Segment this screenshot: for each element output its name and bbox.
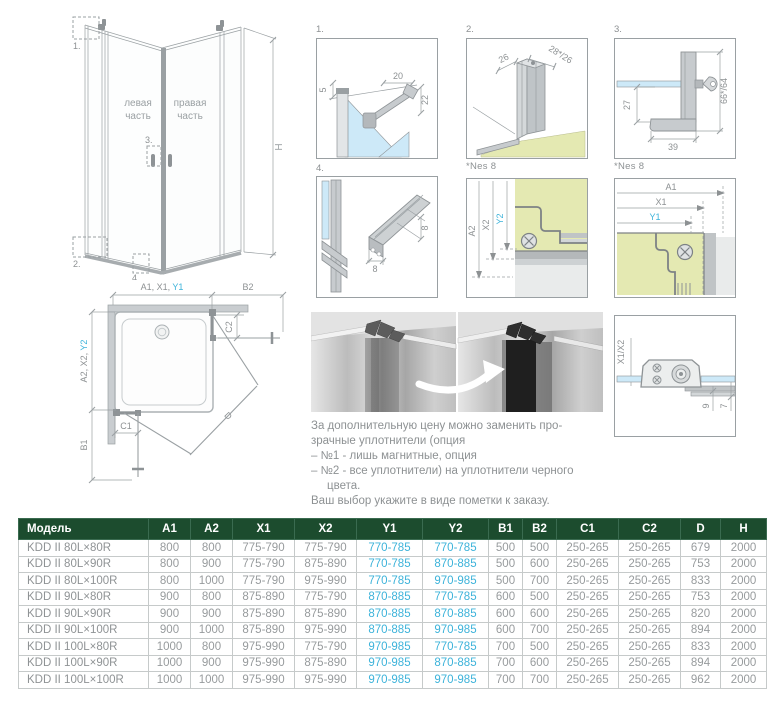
plan-view xyxy=(58,272,308,500)
table-row xyxy=(19,556,767,573)
svg-text:X2: X2 xyxy=(481,219,491,231)
svg-text:часть: часть xyxy=(125,111,151,122)
header-c2: C2 xyxy=(619,519,681,540)
replacement-note xyxy=(311,419,583,509)
model-cell: KDD II 100L×100R xyxy=(19,672,149,689)
table-cell: 975-990 xyxy=(295,672,357,689)
callout-3-label: 3. xyxy=(145,135,153,145)
table-cell: 1000 xyxy=(149,639,191,656)
table-cell: 770-785 xyxy=(357,573,423,590)
table-cell: 250-265 xyxy=(619,606,681,623)
table-cell: 250-265 xyxy=(619,622,681,639)
table-cell: 250-265 xyxy=(557,540,619,557)
svg-text:Y2: Y2 xyxy=(495,213,505,225)
dimensions-table xyxy=(18,518,767,689)
table-cell: 894 xyxy=(681,622,721,639)
shower-tray xyxy=(115,312,213,412)
table-cell: 775-790 xyxy=(233,540,295,557)
table-row xyxy=(19,639,767,656)
dim-d-label: D xyxy=(222,410,235,422)
header-x1: X1 xyxy=(233,519,295,540)
table-cell: 600 xyxy=(523,556,557,573)
header-h: H xyxy=(721,519,767,540)
model-cell: KDD II 80L×90R xyxy=(19,556,149,573)
table-cell: 2000 xyxy=(721,556,767,573)
table-cell: 679 xyxy=(681,540,721,557)
detail-3-dims xyxy=(622,49,729,152)
table-cell: 875-890 xyxy=(295,655,357,672)
svg-text:C1: C1 xyxy=(120,421,132,431)
table-cell: 1000 xyxy=(149,655,191,672)
svg-text:9: 9 xyxy=(701,403,711,409)
table-cell: 700 xyxy=(489,672,523,689)
dim-c1 xyxy=(112,416,141,438)
header-y2: Y2 xyxy=(423,519,489,540)
table-cell: 250-265 xyxy=(619,639,681,656)
header-b1: B1 xyxy=(489,519,523,540)
table-row xyxy=(19,606,767,623)
table-cell: 820 xyxy=(681,606,721,623)
table-cell: 875-890 xyxy=(295,606,357,623)
svg-text:Y1: Y1 xyxy=(649,212,661,222)
screw-icon xyxy=(522,234,537,249)
table-row xyxy=(19,573,767,590)
wall-profile-vertical-drawing xyxy=(467,179,587,297)
table-cell: 770-785 xyxy=(357,540,423,557)
svg-text:8: 8 xyxy=(420,225,430,231)
corner-profile xyxy=(517,59,545,139)
svg-text:правая: правая xyxy=(173,98,207,109)
table-cell: 800 xyxy=(191,589,233,606)
model-cell: KDD II 80L×80R xyxy=(19,540,149,557)
table-cell: 975-990 xyxy=(295,573,357,590)
main-3d-drawing xyxy=(58,8,308,280)
model-cell: KDD II 100L×80R xyxy=(19,639,149,656)
header-a1: A1 xyxy=(149,519,191,540)
table-cell: 900 xyxy=(191,556,233,573)
table-cell: 500 xyxy=(489,573,523,590)
table-cell: 500 xyxy=(523,540,557,557)
screw-icon xyxy=(678,245,693,260)
table-cell: 975-990 xyxy=(233,639,295,656)
handle-profile xyxy=(650,52,717,131)
table-cell: 250-265 xyxy=(619,655,681,672)
table-cell: 250-265 xyxy=(619,672,681,689)
note-line: Ваш выбор укажите в виде пометки к заказу. xyxy=(311,495,550,507)
svg-text:A1, X1, Y1: A1, X1, Y1 xyxy=(140,282,184,292)
table-cell: 800 xyxy=(149,573,191,590)
svg-text:X1: X1 xyxy=(655,197,667,207)
svg-text:39: 39 xyxy=(667,142,679,152)
table-cell: 600 xyxy=(489,622,523,639)
svg-text:20: 20 xyxy=(392,71,404,81)
table-row xyxy=(19,622,767,639)
table-cell: 700 xyxy=(523,672,557,689)
table-cell: 500 xyxy=(523,639,557,656)
table-cell: 770-785 xyxy=(423,589,489,606)
detail-4-drawing xyxy=(317,177,437,297)
table-cell: 775-790 xyxy=(295,589,357,606)
table-cell: 250-265 xyxy=(619,540,681,557)
detail-3-box xyxy=(614,38,736,159)
svg-text:8: 8 xyxy=(372,264,378,274)
header-model: Модель xyxy=(19,519,149,540)
table-cell: 775-790 xyxy=(233,573,295,590)
table-cell: 770-785 xyxy=(423,540,489,557)
table-cell: 250-265 xyxy=(619,589,681,606)
table-cell: 600 xyxy=(523,655,557,672)
table-cell: 250-265 xyxy=(557,655,619,672)
table-cell: 894 xyxy=(681,655,721,672)
table-cell: 875-890 xyxy=(233,589,295,606)
table-cell: 250-265 xyxy=(619,556,681,573)
table-cell: 250-265 xyxy=(557,639,619,656)
header-a2: A2 xyxy=(191,519,233,540)
table-cell: 2000 xyxy=(721,606,767,623)
table-cell: 970-985 xyxy=(423,672,489,689)
svg-text:26: 26 xyxy=(496,51,511,66)
table-body xyxy=(19,540,767,689)
table-cell: 875-890 xyxy=(233,606,295,623)
header-d: D xyxy=(681,519,721,540)
svg-text:A2, X2, Y2: A2, X2, Y2 xyxy=(79,339,89,383)
callout-4-label: 4. xyxy=(132,273,140,280)
svg-text:C2: C2 xyxy=(224,321,234,333)
wall-profile-vertical-box xyxy=(466,178,588,298)
table-cell: 900 xyxy=(191,606,233,623)
wall-profile-horizontal-box xyxy=(614,178,736,298)
table-cell: 1000 xyxy=(149,672,191,689)
hinge-detail-drawing xyxy=(615,316,735,436)
table-cell: 900 xyxy=(149,589,191,606)
detail-4-box xyxy=(316,176,438,298)
table-cell: 753 xyxy=(681,556,721,573)
table-cell: 800 xyxy=(149,556,191,573)
table-cell: 870-885 xyxy=(423,606,489,623)
callout-2-label: 2. xyxy=(73,259,81,269)
table-cell: 600 xyxy=(489,606,523,623)
table-cell: 770-785 xyxy=(423,639,489,656)
photo-seal-transparent xyxy=(311,312,456,412)
table-cell: 870-885 xyxy=(357,606,423,623)
note-line: зрачные уплотнители (опция xyxy=(311,435,466,447)
detail-2-number: 2. xyxy=(466,24,474,35)
table-cell: 833 xyxy=(681,639,721,656)
note-line: – №1 - лишь магнитные, опция xyxy=(311,450,477,462)
svg-text:22: 22 xyxy=(420,94,430,106)
table-cell: 700 xyxy=(523,573,557,590)
table-cell: 2000 xyxy=(721,639,767,656)
model-cell: KDD II 90L×90R xyxy=(19,606,149,623)
detail-1-box xyxy=(316,38,438,159)
table-cell: 700 xyxy=(523,622,557,639)
header-b2: B2 xyxy=(523,519,557,540)
table-cell: 753 xyxy=(681,589,721,606)
table-cell: 250-265 xyxy=(557,672,619,689)
table-cell: 870-885 xyxy=(357,622,423,639)
model-cell: KDD II 100L×90R xyxy=(19,655,149,672)
table-cell: 770-785 xyxy=(357,556,423,573)
svg-text:7: 7 xyxy=(719,403,729,409)
table-cell: 2000 xyxy=(721,589,767,606)
table-cell: 2000 xyxy=(721,540,767,557)
hinge-icon xyxy=(98,19,224,31)
table-cell: 833 xyxy=(681,573,721,590)
table-cell: 700 xyxy=(489,639,523,656)
table-cell: 970-985 xyxy=(357,672,423,689)
detail-2-box xyxy=(466,38,588,159)
detail-3-note: *Nes 8 xyxy=(614,161,645,172)
dim-b2-label: B2 xyxy=(242,282,254,292)
table-cell: 900 xyxy=(191,655,233,672)
table-cell: 2000 xyxy=(721,672,767,689)
table-cell: 775-790 xyxy=(295,540,357,557)
header-y1: Y1 xyxy=(357,519,423,540)
dim-x1x2-label: X1/X2 xyxy=(616,339,626,365)
table-cell: 970-985 xyxy=(423,622,489,639)
table-cell: 800 xyxy=(149,540,191,557)
note-line: За дополнительную цену можно заменить про- xyxy=(311,420,563,432)
detail-1-number: 1. xyxy=(316,24,324,35)
table-header xyxy=(19,519,767,540)
model-cell: KDD II 90L×100R xyxy=(19,622,149,639)
table-cell: 775-790 xyxy=(295,639,357,656)
vertical-dims xyxy=(467,181,517,279)
svg-text:H: H xyxy=(274,143,285,151)
table-cell: 250-265 xyxy=(619,573,681,590)
header-x2: X2 xyxy=(295,519,357,540)
table-cell: 250-265 xyxy=(557,606,619,623)
table-cell: 975-990 xyxy=(233,672,295,689)
table-row xyxy=(19,655,767,672)
svg-text:A2: A2 xyxy=(467,225,477,237)
table-cell: 250-265 xyxy=(557,556,619,573)
svg-text:A1: A1 xyxy=(665,182,677,192)
table-cell: 600 xyxy=(523,606,557,623)
table-cell: 900 xyxy=(149,622,191,639)
svg-text:27: 27 xyxy=(622,99,632,111)
table-cell: 970-985 xyxy=(357,639,423,656)
model-cell: KDD II 80L×100R xyxy=(19,573,149,590)
detail-4-number: 4. xyxy=(316,163,324,174)
table-row xyxy=(19,540,767,557)
svg-text:66*/64: 66*/64 xyxy=(719,77,729,105)
table-cell: 870-885 xyxy=(423,556,489,573)
model-cell: KDD II 90L×80R xyxy=(19,589,149,606)
header-c1: C1 xyxy=(557,519,619,540)
callout-1-label: 1. xyxy=(73,41,81,51)
enclosure-outline xyxy=(85,25,244,274)
table-cell: 2000 xyxy=(721,622,767,639)
dim-b1-label: B1 xyxy=(79,439,89,451)
note-line: цвета. xyxy=(327,480,361,492)
height-dimension xyxy=(244,28,285,258)
detail-3-number: 3. xyxy=(614,24,622,35)
svg-text:5: 5 xyxy=(318,87,328,93)
table-cell: 875-890 xyxy=(295,556,357,573)
detail-2-drawing xyxy=(467,39,587,158)
hinge-detail-box xyxy=(614,315,736,437)
note-line: – №2 - все уплотнители) на уплотнители черного xyxy=(311,465,574,477)
table-cell: 970-985 xyxy=(357,655,423,672)
table-cell: 775-790 xyxy=(233,556,295,573)
svg-text:левая: левая xyxy=(124,98,152,109)
table-cell: 962 xyxy=(681,672,721,689)
svg-text:28*/26: 28*/26 xyxy=(546,43,575,66)
table-cell: 1000 xyxy=(191,672,233,689)
table-cell: 2000 xyxy=(721,655,767,672)
table-cell: 500 xyxy=(489,556,523,573)
hinge-body xyxy=(641,360,701,387)
table-cell: 250-265 xyxy=(557,589,619,606)
table-cell: 870-885 xyxy=(357,589,423,606)
photo-seal-black xyxy=(458,312,603,412)
detail-3-drawing xyxy=(615,39,735,158)
table-row xyxy=(19,589,767,606)
table-cell: 600 xyxy=(489,589,523,606)
seal-photos xyxy=(311,312,603,412)
table-cell: 970-985 xyxy=(423,573,489,590)
table-cell: 870-885 xyxy=(423,655,489,672)
table-cell: 250-265 xyxy=(557,622,619,639)
table-cell: 800 xyxy=(191,639,233,656)
table-cell: 500 xyxy=(523,589,557,606)
table-row xyxy=(19,672,767,689)
table-cell: 2000 xyxy=(721,573,767,590)
table-cell: 1000 xyxy=(191,622,233,639)
table-cell: 500 xyxy=(489,540,523,557)
table-cell: 800 xyxy=(191,540,233,557)
detail-2-note: *Nes 8 xyxy=(466,161,497,172)
table-cell: 975-990 xyxy=(295,622,357,639)
detail-1-drawing xyxy=(317,39,437,158)
svg-text:часть: часть xyxy=(177,111,203,122)
wall-profile-horizontal-drawing xyxy=(615,179,735,297)
table-cell: 875-890 xyxy=(233,622,295,639)
table-cell: 975-990 xyxy=(233,655,295,672)
table-cell: 700 xyxy=(489,655,523,672)
table-cell: 900 xyxy=(149,606,191,623)
table-cell: 250-265 xyxy=(557,573,619,590)
table-cell: 1000 xyxy=(191,573,233,590)
